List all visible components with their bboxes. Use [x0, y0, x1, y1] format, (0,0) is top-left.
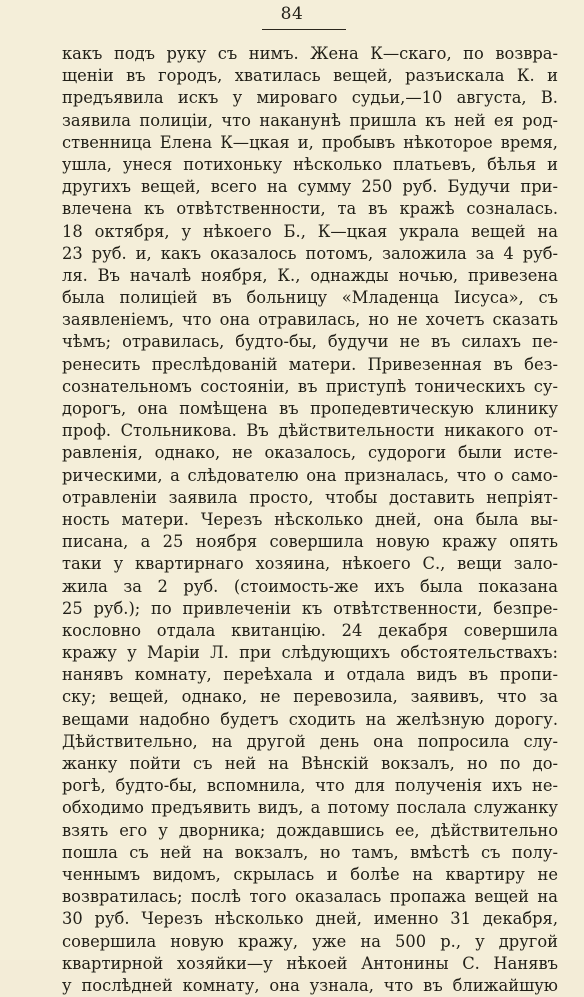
text-line: Дѣйствительно, на другой день она попросила слу-	[62, 731, 558, 751]
text-line: равленiя, однако, не оказалось, судороги были исте-	[62, 443, 558, 463]
text-line: жанку пойти съ ней на Вѣнскiй вокзалъ, но по до-	[62, 754, 558, 773]
text-line: совершила новую кражу, уже на 500 р., у другой	[62, 931, 558, 951]
text-line: другихъ вещей, всего на сумму 250 руб. Будучи при-	[62, 177, 558, 197]
text-line: ушла, унеся потихоньку нѣсколько платьевъ, бѣлья и	[62, 154, 558, 174]
text-line: пошла съ ней на вокзалъ, но тамъ, вмѣстѣ съ полу-	[62, 842, 558, 862]
text-line: кословно отдала квитанцiю. 24 декабря совершила	[62, 620, 558, 640]
header-rule	[262, 29, 346, 30]
text-line: сознательномъ состоянiи, въ приступѣ тоническихъ су-	[62, 376, 558, 396]
text-line: обходимо предъявить видъ, а потому послала служанку	[62, 798, 558, 818]
text-line: чѣмъ; отравилась, будто-бы, будучи не въ силахъ пе-	[62, 332, 558, 352]
text-line: какъ подъ руку съ нимъ. Жена К—скаго, по возвра-	[62, 44, 558, 63]
text-line: ску; вещей, однако, не перевозила, заявивъ, что за	[62, 687, 558, 707]
text-line: ренесить преслѣдованiй матери. Привезенная въ без-	[62, 354, 558, 374]
text-line: рогѣ, будто-бы, вспомнила, что для полученiя ихъ не-	[62, 776, 558, 796]
text-line: заявленiемъ, что она отравилась, но не хочетъ сказать	[62, 310, 558, 330]
text-line: предъявила искъ у мироваго судьи,—10 августа, В.	[62, 88, 558, 108]
text-line: нанявъ комнату, переѣхала и отдала видъ въ пропи-	[62, 665, 558, 685]
text-line: ность матери. Черезъ нѣсколько дней, она была вы-	[62, 509, 558, 529]
text-line: влечена къ отвѣтственности, та въ кражѣ созналась.	[62, 199, 558, 219]
text-line: 30 руб. Черезъ нѣсколько дней, именно 31 декабря,	[62, 909, 558, 929]
text-line: жила за 2 руб. (стоимость-же ихъ была показана	[62, 576, 558, 596]
text-line: заявила полицiи, что наканунѣ пришла къ ней ея род-	[62, 110, 558, 130]
text-line: квартирной хозяйки—у нѣкоей Антонины С. Нанявъ	[62, 953, 558, 973]
text-line: 18 октября, у нѣкоего Б., К—цкая украла вещей на	[62, 221, 558, 241]
text-line: 23 руб. и, какъ оказалось потомъ, заложила за 4 руб-	[62, 243, 558, 263]
text-line: щенiи въ городъ, хватилась вещей, разъискала К. и	[62, 66, 558, 86]
text-line: вещами надобно будетъ сходить на желѣзную дорогу.	[62, 709, 558, 729]
page-number: 84	[280, 4, 304, 24]
text-line: ственница Елена К—цкая и, пробывъ нѣкоторое время,	[62, 132, 558, 152]
text-line: была полицiей въ больницу «Младенца Iисуса», съ	[62, 288, 558, 308]
text-line: проф. Стольникова. Въ дѣйствительности никакого от-	[62, 421, 558, 441]
text-line: таки у квартирнаго хозяина, нѣкоего С., вещи зало-	[62, 554, 558, 574]
text-line: взять его у дворника; дождавшись ее, дѣйствительно	[62, 820, 558, 840]
text-line: ля. Въ началѣ ноября, К., однажды ночью, привезена	[62, 265, 558, 285]
text-line: 25 руб.); по привлеченiи къ отвѣтственности, безпре-	[62, 598, 558, 618]
text-line: у послѣдней комнату, она узнала, что въ ближайшую	[62, 975, 558, 995]
text-line: дорогъ, она помѣщена въ пропедевтическую клинику	[62, 399, 558, 418]
text-line: кражу у Марiи Л. при слѣдующихъ обстоятельствахъ:	[62, 643, 558, 663]
text-line: возвратилась; послѣ того оказалась пропажа вещей на	[62, 887, 558, 907]
text-line: рическими, а слѣдователю она призналась, что о само-	[62, 465, 558, 485]
text-line: отравленiи заявила просто, чтобы доставить непрiят-	[62, 487, 558, 507]
body-text	[62, 43, 558, 997]
text-line: писана, а 25 ноября совершила новую кражу опять	[62, 532, 558, 552]
text-line: ченнымъ видомъ, скрылась и болѣе на квартиру не	[62, 864, 558, 884]
